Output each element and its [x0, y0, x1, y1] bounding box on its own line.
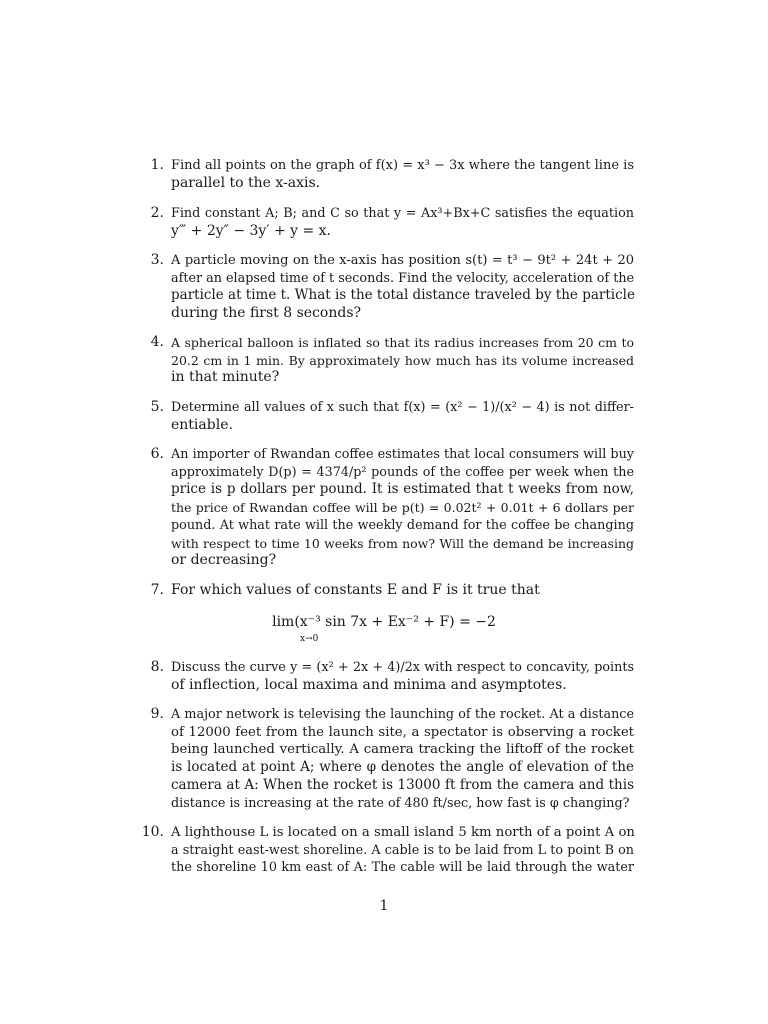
problem-text-line: price is p dollars per pound. It is estimated that t weeks from now,	[171, 481, 634, 498]
problem-text-line: A spherical balloon is inflated so that its radius increases from 20 cm to	[171, 335, 634, 350]
problem-text-line: camera at A: When the rocket is 13000 ft from the camera and this	[171, 776, 634, 793]
problem-text-line: Find constant A; B; and C so that y = Ax³+Bx+C satisfies the equation	[171, 206, 634, 221]
limit-expression: lim(x⁻³ sin 7x + Ex⁻² + F) = −2	[272, 614, 496, 630]
problem-text-line: parallel to the x-axis.	[171, 174, 321, 191]
problem-text-line: in that minute?	[171, 369, 280, 386]
problem-text-line: A particle moving on the x-axis has position s(t) = t³ − 9t² + 24t + 20	[171, 253, 634, 268]
problem-text-line: pound. At what rate will the weekly demand for the coffee be changing	[171, 517, 634, 533]
problem-text-line: or decreasing?	[171, 552, 277, 569]
problem-text-line: An importer of Rwandan coffee estimates that local consumers will buy	[171, 447, 634, 462]
problem-text-line: Discuss the curve y = (x² + 2x + 4)/2x with respect to concavity, points	[171, 660, 634, 675]
display-equation	[0, 614, 768, 644]
problem-text-line: the price of Rwandan coffee will be p(t) = 0.02t² + 0.01t + 6 dollars per	[171, 500, 634, 516]
problem-number: 4.	[150, 334, 164, 350]
problem-text-line: y‴ + 2y″ − 3y′ + y = x.	[171, 222, 332, 239]
problem-text-line: is located at point A; where φ denotes the angle of elevation of the	[171, 759, 634, 776]
problem-text-line: a straight east-west shoreline. A cable is to be laid from L to point B on	[171, 842, 634, 858]
problem-text-line: during the first 8 seconds?	[171, 305, 362, 322]
problem-text-line: Determine all values of x such that f(x) = (x² − 1)/(x² − 4) is not differ-	[171, 400, 634, 415]
problem-text-line: 20.2 cm in 1 min. By approximately how much has its volume increased	[171, 352, 634, 368]
problem-text-line: the shoreline 10 km east of A: The cable will be laid through the water	[171, 860, 634, 876]
problem-text-line: of inflection, local maxima and minima and asymptotes.	[171, 676, 567, 693]
problem-number: 10.	[141, 824, 164, 840]
problem-text-line: entiable.	[171, 416, 233, 433]
problem-number: 8.	[150, 659, 164, 675]
limit-subscript: x→0	[300, 634, 319, 644]
problem-text-line: with respect to time 10 weeks from now? Will the demand be increasing	[171, 535, 634, 551]
problem-number: 3.	[150, 252, 164, 268]
problem-number: 7.	[150, 582, 164, 598]
problem-number: 5.	[150, 399, 164, 415]
problem-number: 6.	[150, 446, 164, 462]
problem-text-line: A major network is televising the launching of the rocket. At a distance	[171, 707, 634, 722]
problem-text-line: being launched vertically. A camera tracking the liftoff of the rocket	[171, 742, 634, 758]
problem-number: 2.	[150, 205, 164, 221]
problem-text-line: particle at time t. What is the total distance traveled by the particle	[171, 287, 635, 304]
page-number: 1	[379, 898, 389, 914]
problem-text-line: approximately D(p) = 4374/p² pounds of the coffee per week when the	[171, 464, 634, 480]
problem-text-line: after an elapsed time of t seconds. Find the velocity, acceleration of the	[171, 270, 635, 286]
problem-text-line: Find all points on the graph of f(x) = x³ − 3x where the tangent line is	[171, 158, 634, 173]
problem-text-line: For which values of constants E and F is it true that	[171, 582, 540, 598]
problem-text-line: A lighthouse L is located on a small island 5 km north of a point A on	[171, 825, 635, 840]
problem-number: 9.	[150, 706, 164, 722]
problem-text-line: of 12000 feet from the launch site, a spectator is observing a rocket	[171, 724, 634, 740]
problem-number: 1.	[150, 157, 164, 173]
problem-text-line: distance is increasing at the rate of 480 ft/sec, how fast is φ changing?	[171, 795, 630, 811]
